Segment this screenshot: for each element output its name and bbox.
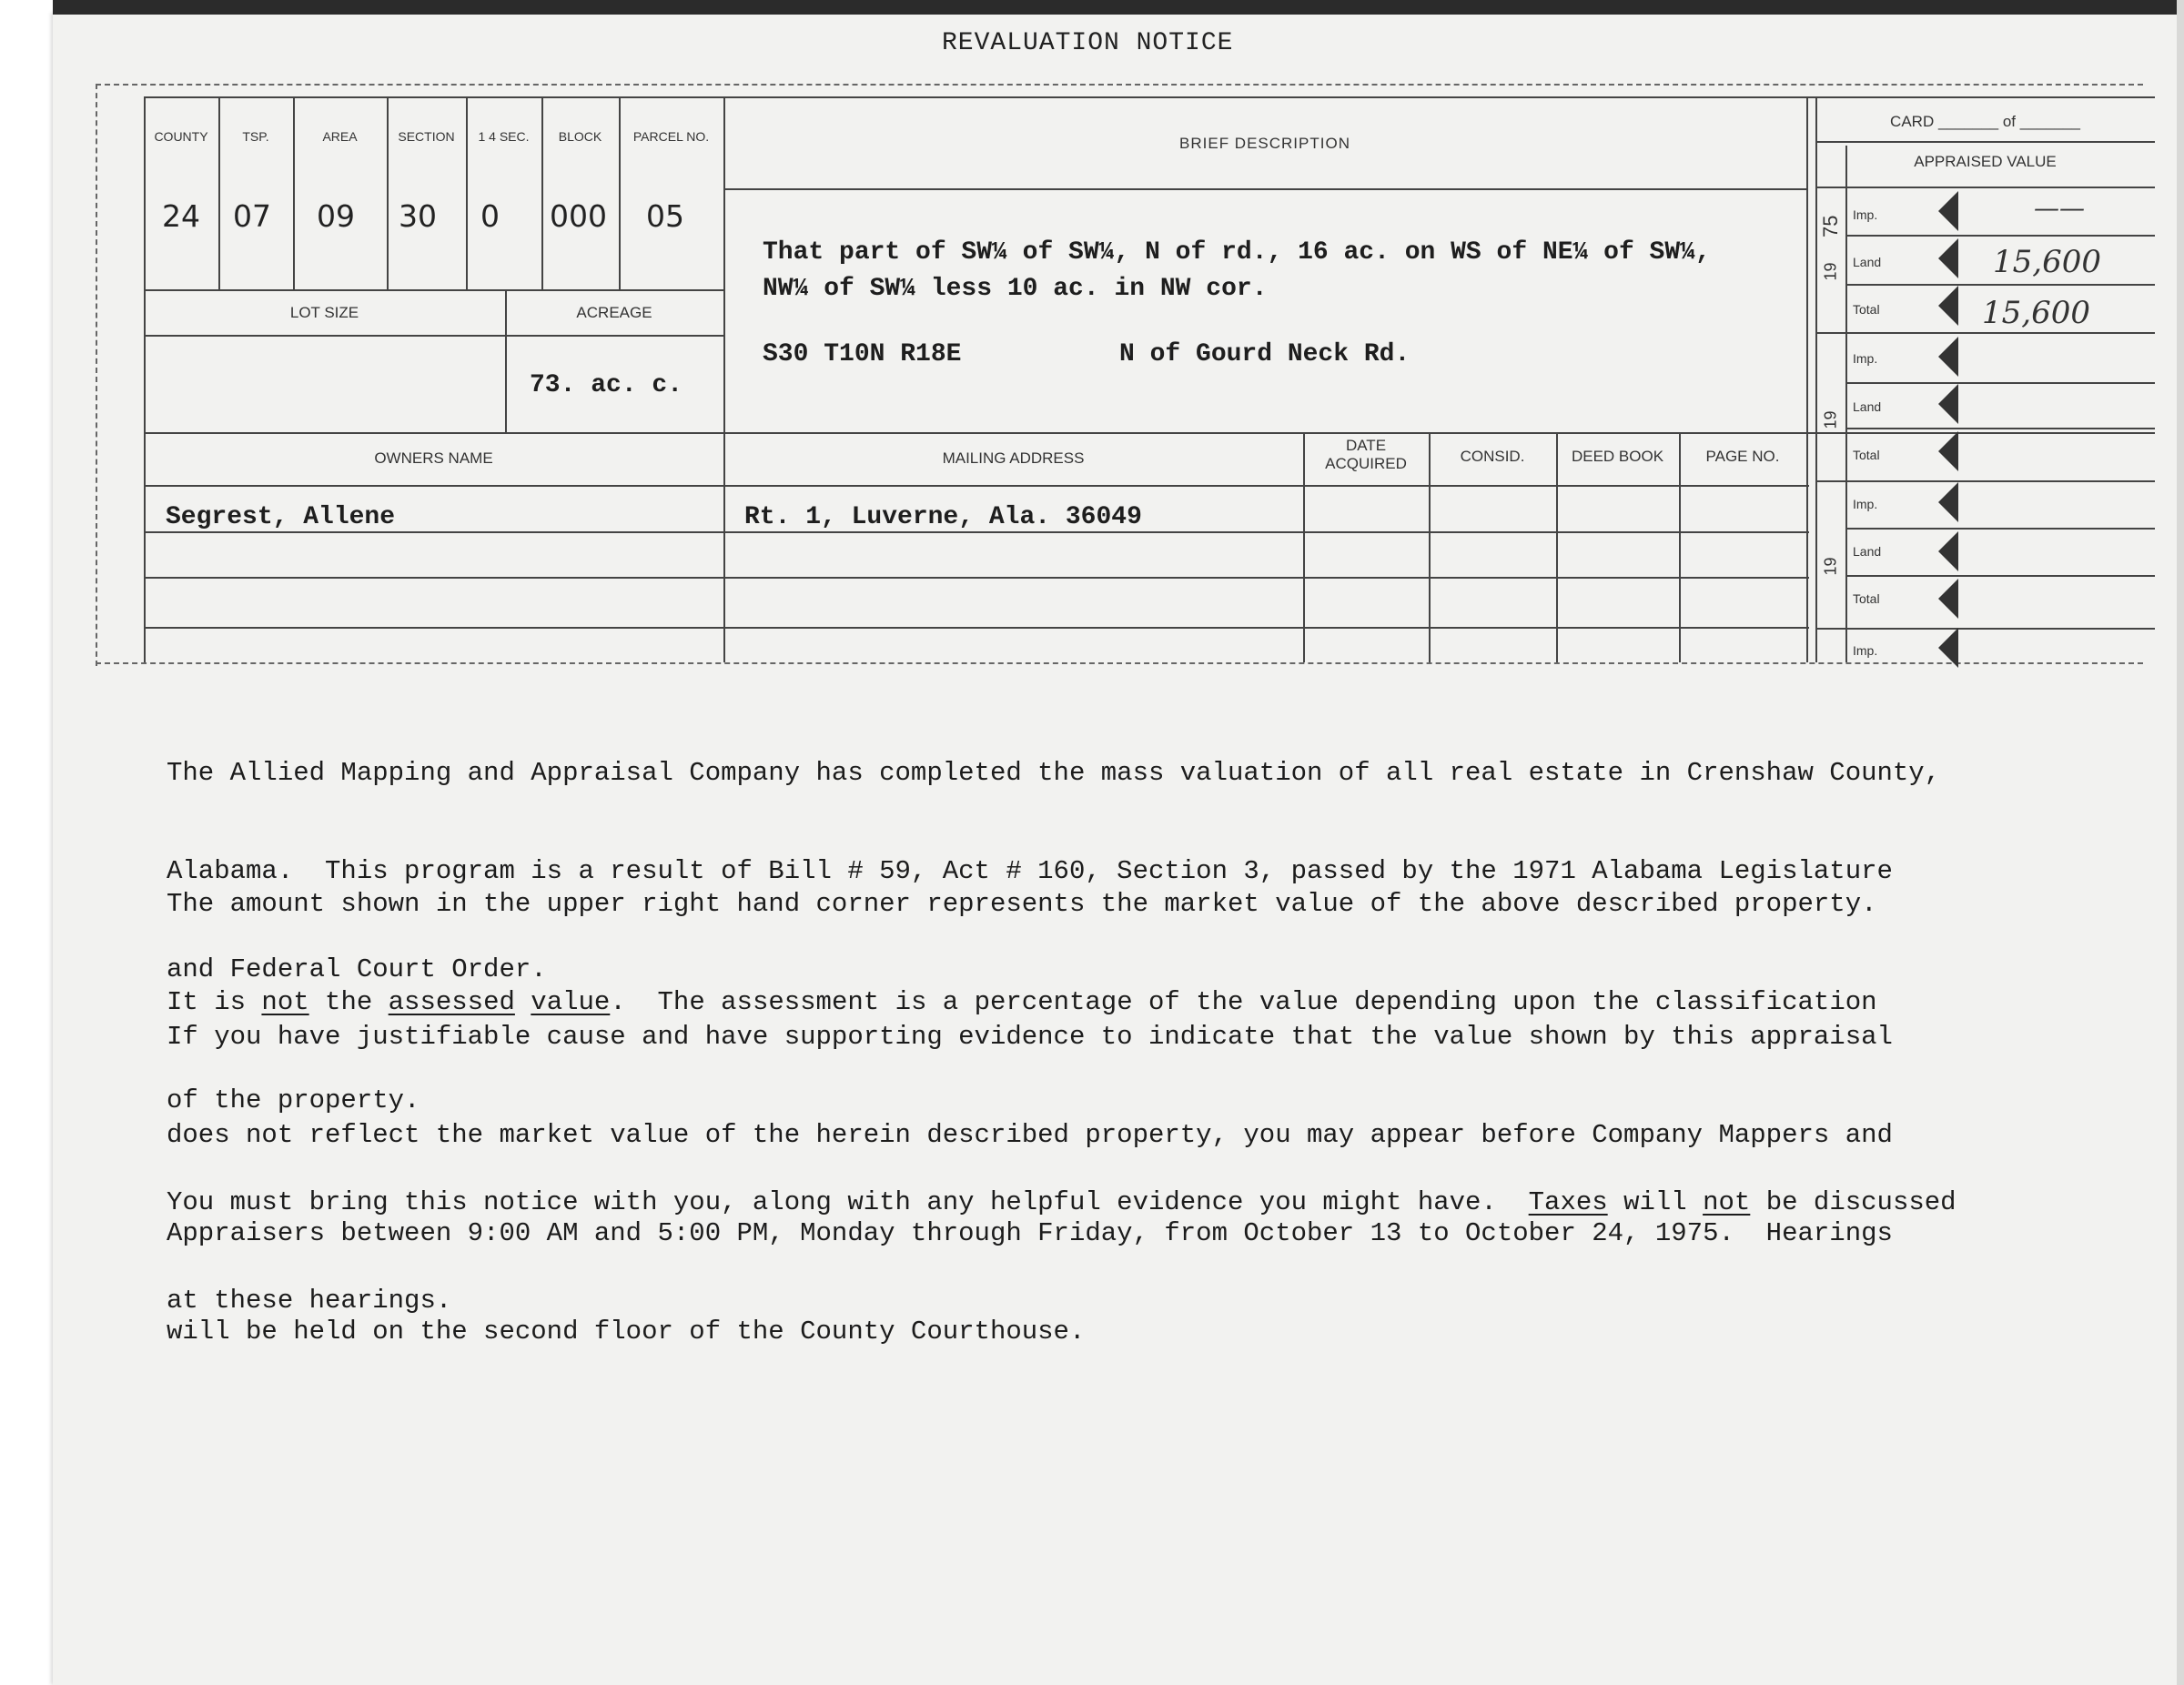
tsp-label: TSP.	[242, 129, 269, 144]
year-mark-1: 75	[1819, 215, 1842, 237]
card-label: CARD _______ of _______	[1890, 113, 2080, 130]
paragraph-4	[167, 1121, 2078, 1383]
mailing-address-label: MAILING ADDRESS	[942, 449, 1085, 467]
paragraph-line: Appraisers between 9:00 AM and 5:00 PM, Monday through Friday, from October 13 to October 24, 1975. Hearings	[167, 1218, 1893, 1248]
description-line-2: NW¼ of SW¼ less 10 ac. in NW cor.	[763, 275, 1268, 303]
land-value: 15,600	[1993, 244, 2101, 280]
county-label: COUNTY	[154, 129, 208, 144]
underlined-assessed: assessed	[388, 987, 515, 1017]
value-notch	[1938, 628, 1958, 668]
paragraph-line: does not reflect the market value of the herein described property, you may appear before Company Mappers and	[167, 1120, 1893, 1150]
value-notch	[1938, 431, 1958, 471]
area-label: AREA	[322, 129, 358, 144]
paragraph-line	[167, 1186, 2078, 1219]
total-value: 15,600	[1982, 295, 2090, 331]
acreage-value: 73. ac. c.	[530, 371, 683, 399]
form-line	[144, 432, 2155, 434]
form-line	[144, 485, 1809, 487]
form-vline	[1845, 146, 1847, 662]
text-span: It is	[167, 987, 262, 1017]
owner-name-value: Segrest, Allene	[166, 503, 396, 531]
lot-size-label: LOT SIZE	[289, 304, 359, 321]
form-line	[144, 335, 723, 337]
paragraph-line: The Allied Mapping and Appraisal Company has completed the mass valuation of all real estate in Crenshaw County,	[167, 758, 1941, 788]
text-span: will	[1607, 1187, 1704, 1217]
form-left-dashed	[96, 84, 97, 666]
page-no-label: PAGE NO.	[1705, 448, 1780, 465]
scan-top-edge	[53, 0, 2184, 15]
paragraph-line: The amount shown in the upper right hand corner represents the market value of the above described property.	[167, 889, 1877, 919]
appraisal-line	[1845, 575, 2155, 577]
text-span: the	[308, 987, 389, 1017]
form-vline	[1429, 432, 1431, 662]
form-line	[144, 531, 1809, 533]
appraisal-line	[1815, 628, 2155, 630]
underlined-value: value	[531, 987, 611, 1017]
form-vline	[541, 96, 543, 289]
section-value: 30	[399, 198, 437, 234]
underlined-not: not	[261, 987, 309, 1017]
value-notch	[1938, 482, 1958, 522]
form-line	[144, 96, 2155, 98]
appraisal-row-label: Total	[1853, 448, 1880, 462]
appraisal-line	[1845, 235, 2155, 237]
paragraph-line: If you have justifiable cause and have supporting evidence to indicate that the value shown by this appraisal	[167, 1022, 1893, 1052]
appraisal-line	[1845, 528, 2155, 530]
value-notch	[1938, 531, 1958, 571]
paragraph-line: and Federal Court Order.	[167, 954, 547, 984]
form-vline	[466, 96, 468, 289]
paragraph-line: at these hearings.	[167, 1286, 452, 1316]
description-road: N of Gourd Neck Rd.	[1119, 340, 1410, 368]
form-vline	[1815, 96, 1817, 662]
form-line	[723, 188, 1806, 190]
parcel-no-label: PARCEL NO.	[632, 129, 710, 144]
value-notch	[1938, 384, 1958, 424]
appraisal-row-label: Total	[1853, 591, 1880, 606]
area-value: 09	[317, 198, 355, 234]
text-span: . The assessment is a percentage of the value depending upon the classification	[610, 987, 1877, 1017]
quarter-section-value: 0	[480, 198, 500, 234]
date-label-line1: DATE	[1345, 437, 1387, 454]
tsp-value: 07	[233, 198, 271, 234]
appraisal-line	[1845, 382, 2155, 384]
form-vline	[387, 96, 389, 289]
date-acquired-label	[1303, 437, 1429, 473]
acreage-label: ACREAGE	[576, 304, 652, 321]
block-value: 000	[550, 198, 607, 234]
text-span: be discussed	[1750, 1187, 1956, 1217]
underlined-taxes: Taxes	[1528, 1187, 1608, 1217]
appraisal-row-label: Imp.	[1853, 351, 1878, 366]
appraisal-row-label: Imp.	[1853, 497, 1878, 511]
mailing-address-value: Rt. 1, Luverne, Ala. 36049	[744, 503, 1142, 531]
quarter-section-label: 1 4 SEC.	[478, 129, 530, 144]
notice-title: REVALUATION NOTICE	[942, 29, 1234, 57]
imp-value: ——	[2034, 193, 2085, 223]
description-location: S30 T10N R18E	[763, 340, 962, 368]
appraisal-line	[1815, 480, 2155, 482]
year-label-2: 19	[1821, 410, 1840, 429]
text-span: You must bring this notice with you, along with any helpful evidence you might have.	[167, 1187, 1529, 1217]
form-vline	[619, 96, 621, 289]
appraisal-line	[1815, 187, 2155, 188]
appraisal-line	[1845, 284, 2155, 286]
value-notch	[1938, 238, 1958, 278]
form-vline	[1679, 432, 1681, 662]
form-vline	[293, 96, 295, 289]
consid-label: CONSID.	[1460, 448, 1525, 465]
block-label: BLOCK	[558, 129, 602, 144]
brief-description-label: BRIEF DESCRIPTION	[1179, 135, 1350, 152]
form-bottom-dashed	[96, 662, 2143, 664]
section-label: SECTION	[398, 129, 455, 144]
appraised-value-label: APPRAISED VALUE	[1914, 153, 2057, 170]
appraisal-row-label: Total	[1853, 302, 1880, 317]
description-line-1: That part of SW¼ of SW¼, N of rd., 16 ac. on WS of NE¼ of SW¼,	[763, 238, 1711, 267]
value-notch	[1938, 337, 1958, 377]
underlined-not: not	[1703, 1187, 1751, 1217]
appraisal-row-label: Imp.	[1853, 207, 1878, 222]
scan-right-edge	[2177, 0, 2184, 1685]
form-vline	[1556, 432, 1558, 662]
value-notch	[1938, 579, 1958, 619]
appraisal-line	[1845, 428, 2155, 429]
county-value: 24	[162, 198, 200, 234]
year-label-3: 19	[1821, 557, 1840, 576]
paragraph-line: Alabama. This program is a result of Bill # 59, Act # 160, Section 3, passed by the 1971 Alabama Legislature	[167, 856, 1893, 886]
year-label-1: 19	[1821, 262, 1840, 281]
form-vline	[144, 96, 146, 662]
owners-name-label: OWNERS NAME	[374, 449, 493, 467]
deed-book-label: DEED BOOK	[1571, 448, 1664, 465]
value-notch	[1938, 286, 1958, 326]
form-vline	[1806, 96, 1808, 662]
form-vline	[218, 96, 220, 289]
paragraph-line: of the property.	[167, 1085, 420, 1115]
appraisal-line	[1815, 332, 2155, 334]
appraisal-row-label: Land	[1853, 399, 1882, 414]
form-vline	[723, 96, 725, 662]
paragraph-line: will be held on the second floor of the County Courthouse.	[167, 1317, 1086, 1347]
form-line	[144, 577, 1809, 579]
appraisal-row-label: Land	[1853, 544, 1882, 559]
date-label-line2: ACQUIRED	[1325, 455, 1407, 472]
appraisal-row-label: Imp.	[1853, 643, 1878, 658]
value-notch	[1938, 191, 1958, 231]
appraisal-line	[1815, 141, 2155, 143]
form-top-dashed	[96, 84, 2143, 86]
form-line	[144, 627, 1809, 629]
parcel-no-value: 05	[646, 198, 684, 234]
form-line	[144, 289, 723, 291]
appraisal-row-label: Land	[1853, 255, 1882, 269]
